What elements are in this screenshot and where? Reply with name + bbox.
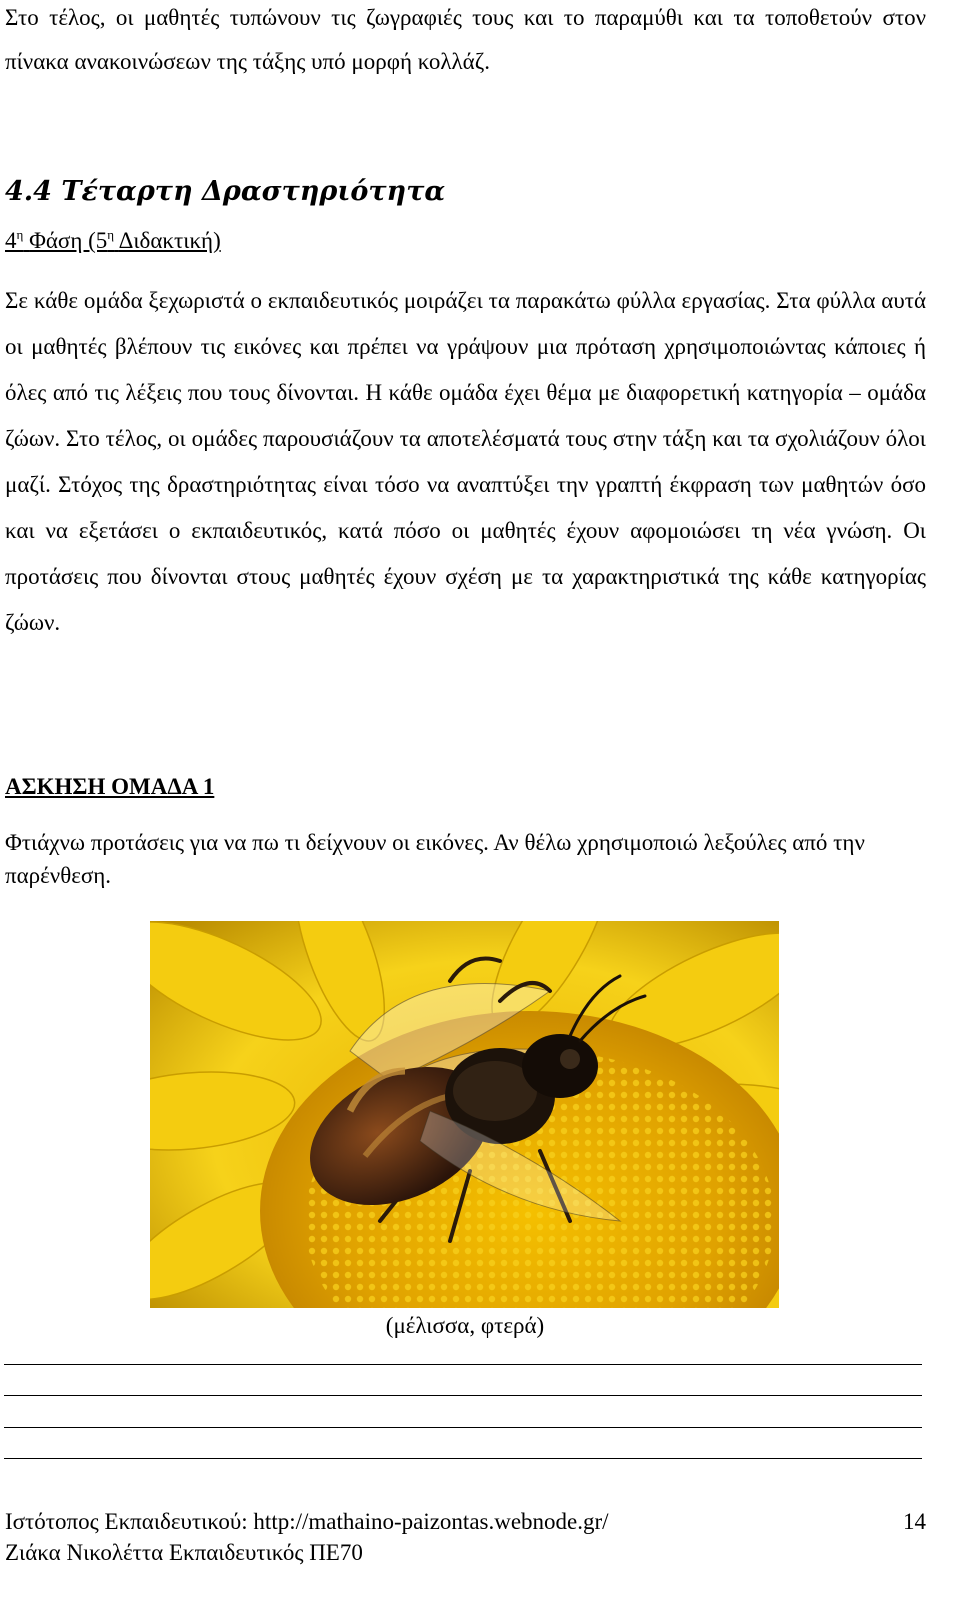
activity-description: Σε κάθε ομάδα ξεχωριστά ο εκπαιδευτικός μοιράζει τα παρακάτω φύλλα εργασίας. Στα φύλλα αυτά οι μαθητές βλέπουν τις εικόνες και πρέπει να γράψουν μια πρόταση χρησιμοποιώντας κάποιες ή όλες από τις λέξεις που τους δίνονται. Η κάθε ομάδα έχει θέμα με διαφορετική κατηγορία – ομάδα ζώων. Στο τέλος, οι ομάδες παρουσιάζουν τα αποτελέσματά τους στην τάξη και τα σχολιάζουν όλοι μαζί. Στόχος της δραστηριότητας είναι τόσο να αναπτύξει την γραπτή έκφραση των μαθητών όσο και να εξετάσει ο εκπαιδευτικός, κατά πόσο οι μαθητές έχουν αφομοιώσει τη νέα γνώση. Οι προτάσεις που δίνονται στους μαθητές έχουν σχέση με τα χαρακτηριστικά της κάθε κατηγορίας ζώων. <box>5 288 926 635</box>
phase-rest: Διδακτική) <box>118 228 221 253</box>
intro-paragraph: Στο τέλος, οι μαθητές τυπώνουν τις ζωγραφιές τους και το παραμύθι και τα τοποθετούν στον πίνακα ανακοινώσεων της τάξης υπό μορφή κολλάζ. <box>5 5 926 74</box>
lesson-superscript: η <box>107 227 115 242</box>
footer <box>5 1506 609 1568</box>
phase-superscript: η <box>16 227 24 242</box>
phase-line <box>5 221 221 261</box>
phase-word: Φάση (5 <box>29 228 108 253</box>
answer-line[interactable] <box>4 1364 922 1365</box>
page-number: 14 <box>903 1509 926 1534</box>
exercise-heading: ΑΣΚΗΣΗ ΟΜΑΔΑ 1 <box>5 774 215 799</box>
bee-photo <box>150 921 779 1308</box>
answer-line[interactable] <box>4 1395 922 1396</box>
footer-author: Ζιάκα Νικολέττα Εκπαιδευτικός ΠΕ70 <box>5 1540 363 1565</box>
answer-line[interactable] <box>4 1427 922 1428</box>
image-caption: (μέλισσα, φτερά) <box>385 1313 545 1338</box>
section-heading: 4.4 Τέταρτη Δραστηριότητα <box>5 176 446 207</box>
answer-line[interactable] <box>4 1458 922 1459</box>
phase-number: 4 <box>5 228 17 253</box>
footer-website: Ιστότοπος Εκπαιδευτικού: http://mathaino-paizontas.webnode.gr/ <box>5 1509 609 1534</box>
exercise-instructions: Φτιάχνω προτάσεις για να πω τι δείχνουν οι εικόνες. Αν θέλω χρησιμοποιώ λεξούλες από την παρένθεση. <box>5 830 865 888</box>
